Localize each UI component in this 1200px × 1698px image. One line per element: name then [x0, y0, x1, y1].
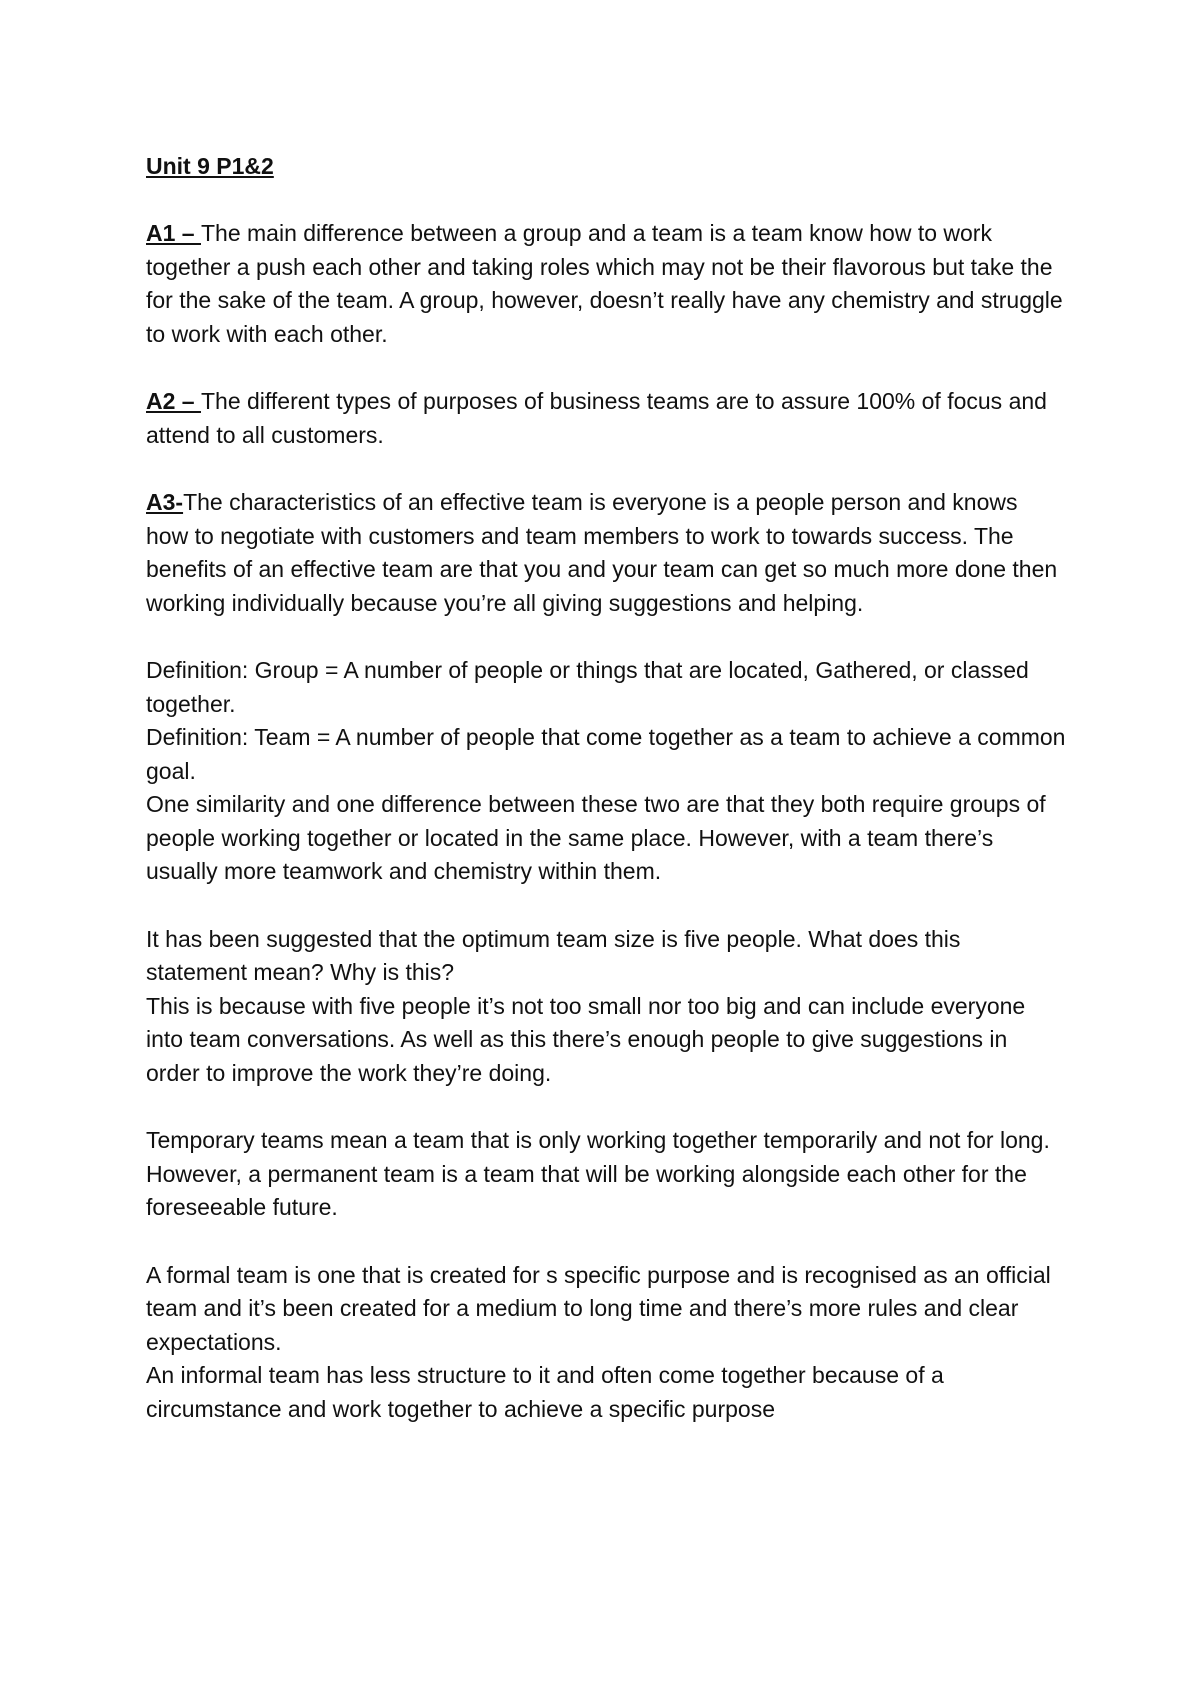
definition-comparison: One similarity and one difference between these two are that they both require groups of people working together or located in the same place. However, with a team there’s usually more teamwork and chemistry within them. [146, 791, 1046, 885]
answer-a3 [146, 486, 1066, 620]
answer-a1-label: A1 – [146, 220, 201, 247]
formal-team-paragraph: A formal team is one that is created for s specific purpose and is recognised as an official team and it’s been created for a medium to long time and there’s more rules and clear expectations. [146, 1261, 1051, 1355]
answer-a1 [146, 217, 1066, 351]
document-title: Unit 9 P1&2 [146, 153, 274, 179]
document-body [146, 150, 1066, 1427]
answer-a3-text: The characteristics of an effective team is everyone is a people person and knows how to negotiate with customers and team members to work to towards success. The benefits of an effective team are that you and your team can get so much more done then working individually because you’re all giving suggestions and helping. [146, 488, 1058, 616]
definition-group: Definition: Group = A number of people or things that are located, Gathered, or classed together. [146, 656, 1029, 717]
answer-a1-text: The main difference between a group and a team is a team know how to work together a push each other and taking roles which may not be their flavorous but take the for the sake of the team. A group, however, doesn’t really have any chemistry and struggle to work with each other. [146, 220, 1063, 347]
answer-a2-label: A2 – [146, 388, 201, 415]
informal-team-paragraph: An informal team has less structure to it and often come together because of a circumstance and work together to achieve a specific purpose [146, 1362, 944, 1422]
answer-a2 [146, 385, 1066, 452]
team-size-question: It has been suggested that the optimum team size is five people. What does this statement mean? Why is this? [146, 925, 961, 986]
answer-a2-text: The different types of purposes of business teams are to assure 100% of focus and attend to all customers. [146, 388, 1047, 448]
definition-team: Definition: Team = A number of people that come together as a team to achieve a common goal. [146, 724, 1066, 784]
answer-a3-label: A3- [146, 488, 184, 515]
team-size-answer: This is because with five people it’s not too small nor too big and can include everyone into team conversations. As well as this there’s enough people to give suggestions in order to improve the work they’re doing. [146, 992, 1026, 1087]
temporary-permanent-paragraph: Temporary teams mean a team that is only working together temporarily and not for long. However, a permanent team is a team that will be working alongside each other for the foreseeable future. [146, 1127, 1050, 1221]
